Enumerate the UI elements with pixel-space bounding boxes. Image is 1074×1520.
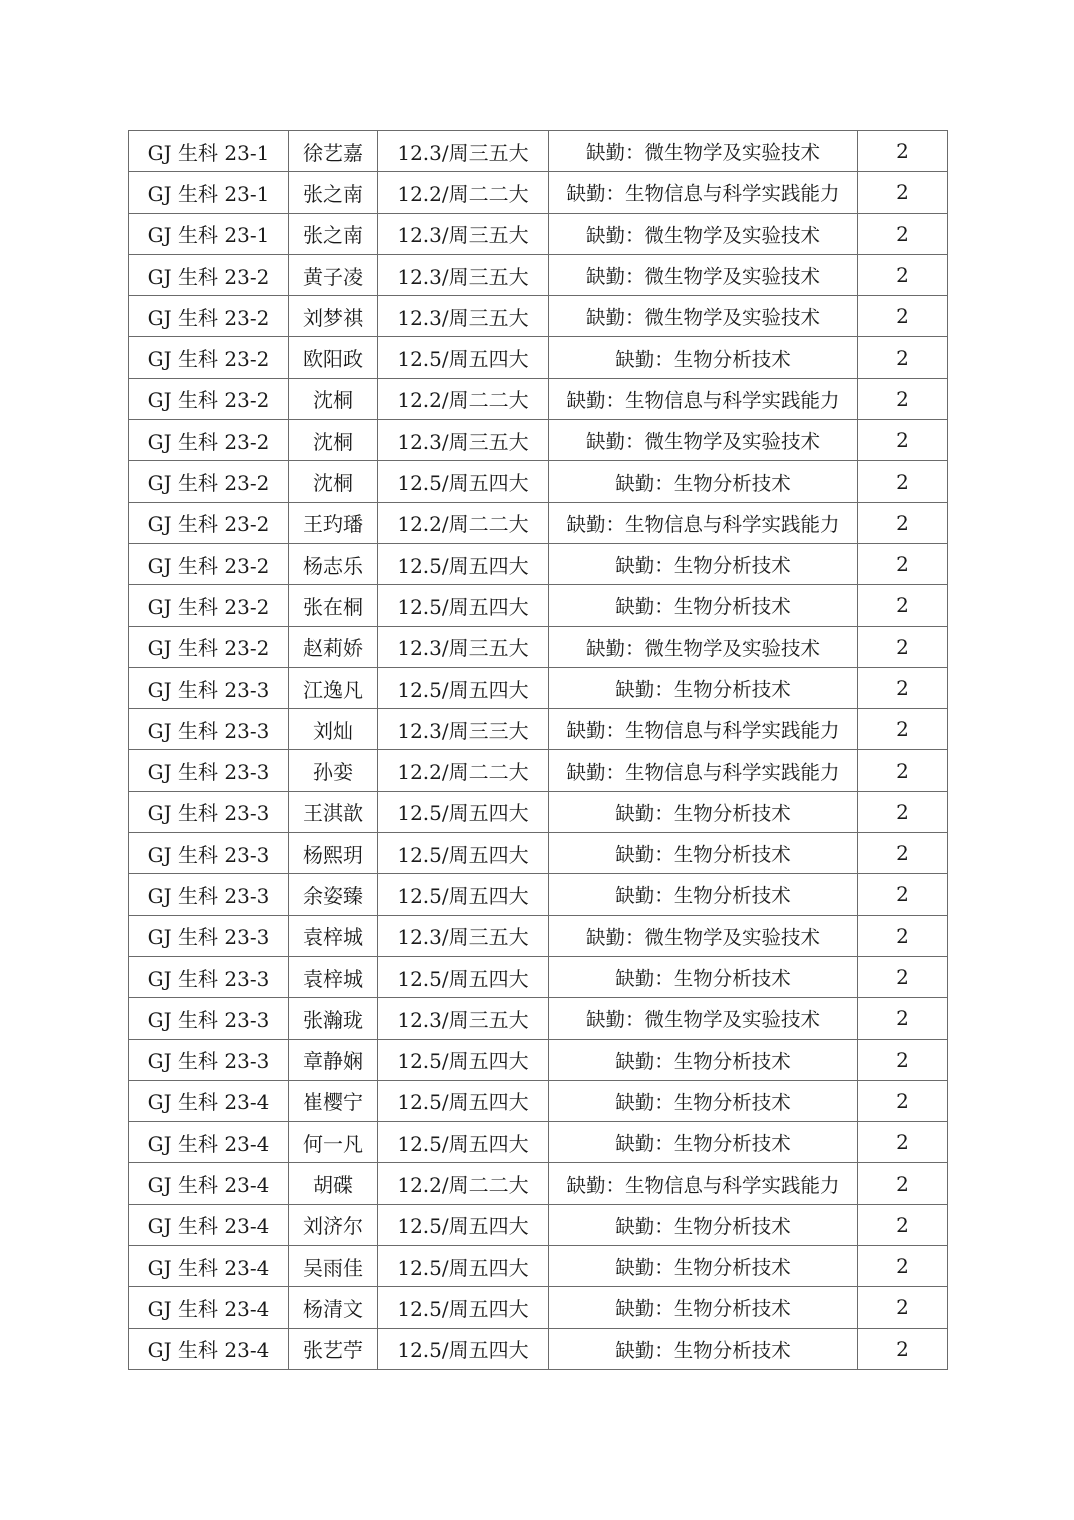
table-row <box>129 874 948 915</box>
student-name-cell: 胡碟 <box>289 1163 378 1204</box>
points-cell: 2 <box>858 998 948 1039</box>
student-name-cell: 张艺苧 <box>289 1328 378 1369</box>
reason-cell: 缺勤：微生物学及实验技术 <box>549 131 858 172</box>
table-row <box>129 1080 948 1121</box>
reason-cell: 缺勤：生物分析技术 <box>549 833 858 874</box>
date-period-cell: 12.5/周五四大 <box>378 1039 549 1080</box>
points-cell: 2 <box>858 1328 948 1369</box>
class-cell: GJ 生科 23-4 <box>129 1204 289 1245</box>
table-row <box>129 750 948 791</box>
reason-cell: 缺勤：微生物学及实验技术 <box>549 915 858 956</box>
date-period-cell: 12.5/周五四大 <box>378 337 549 378</box>
table-row <box>129 543 948 584</box>
reason-cell: 缺勤：微生物学及实验技术 <box>549 254 858 295</box>
reason-cell: 缺勤：生物分析技术 <box>549 874 858 915</box>
date-period-cell: 12.5/周五四大 <box>378 667 549 708</box>
class-cell: GJ 生科 23-3 <box>129 667 289 708</box>
table-row <box>129 1122 948 1163</box>
reason-cell: 缺勤：生物分析技术 <box>549 1204 858 1245</box>
table-row <box>129 254 948 295</box>
reason-cell: 缺勤：生物分析技术 <box>549 1328 858 1369</box>
student-name-cell: 袁梓城 <box>289 956 378 997</box>
date-period-cell: 12.3/周三五大 <box>378 213 549 254</box>
reason-cell: 缺勤：微生物学及实验技术 <box>549 420 858 461</box>
points-cell: 2 <box>858 915 948 956</box>
table-row <box>129 131 948 172</box>
reason-cell: 缺勤：生物分析技术 <box>549 543 858 584</box>
reason-cell: 缺勤：生物信息与科学实践能力 <box>549 750 858 791</box>
table-row <box>129 461 948 502</box>
class-cell: GJ 生科 23-2 <box>129 420 289 461</box>
student-name-cell: 张瀚珑 <box>289 998 378 1039</box>
student-name-cell: 袁梓城 <box>289 915 378 956</box>
table-row <box>129 915 948 956</box>
date-period-cell: 12.5/周五四大 <box>378 1328 549 1369</box>
student-name-cell: 刘梦祺 <box>289 296 378 337</box>
class-cell: GJ 生科 23-2 <box>129 254 289 295</box>
date-period-cell: 12.3/周三五大 <box>378 296 549 337</box>
table-row <box>129 1287 948 1328</box>
table-row <box>129 1204 948 1245</box>
date-period-cell: 12.3/周三五大 <box>378 915 549 956</box>
class-cell: GJ 生科 23-3 <box>129 956 289 997</box>
class-cell: GJ 生科 23-4 <box>129 1328 289 1369</box>
table-row <box>129 667 948 708</box>
date-period-cell: 12.3/周三五大 <box>378 998 549 1039</box>
reason-cell: 缺勤：生物分析技术 <box>549 461 858 502</box>
reason-cell: 缺勤：微生物学及实验技术 <box>549 998 858 1039</box>
date-period-cell: 12.5/周五四大 <box>378 585 549 626</box>
class-cell: GJ 生科 23-4 <box>129 1163 289 1204</box>
points-cell: 2 <box>858 956 948 997</box>
attendance-table <box>128 130 948 1370</box>
class-cell: GJ 生科 23-3 <box>129 750 289 791</box>
reason-cell: 缺勤：生物分析技术 <box>549 337 858 378</box>
class-cell: GJ 生科 23-3 <box>129 1039 289 1080</box>
points-cell: 2 <box>858 1204 948 1245</box>
student-name-cell: 王玓璠 <box>289 502 378 543</box>
class-cell: GJ 生科 23-1 <box>129 131 289 172</box>
points-cell: 2 <box>858 172 948 213</box>
date-period-cell: 12.3/周三三大 <box>378 709 549 750</box>
class-cell: GJ 生科 23-3 <box>129 998 289 1039</box>
class-cell: GJ 生科 23-2 <box>129 585 289 626</box>
points-cell: 2 <box>858 874 948 915</box>
student-name-cell: 崔樱宁 <box>289 1080 378 1121</box>
class-cell: GJ 生科 23-2 <box>129 337 289 378</box>
reason-cell: 缺勤：生物分析技术 <box>549 1122 858 1163</box>
student-name-cell: 刘济尔 <box>289 1204 378 1245</box>
table-body <box>129 131 948 1370</box>
class-cell: GJ 生科 23-3 <box>129 833 289 874</box>
points-cell: 2 <box>858 1246 948 1287</box>
date-period-cell: 12.3/周三五大 <box>378 420 549 461</box>
class-cell: GJ 生科 23-4 <box>129 1080 289 1121</box>
reason-cell: 缺勤：生物分析技术 <box>549 667 858 708</box>
student-name-cell: 沈桐 <box>289 420 378 461</box>
class-cell: GJ 生科 23-1 <box>129 213 289 254</box>
reason-cell: 缺勤：微生物学及实验技术 <box>549 626 858 667</box>
points-cell: 2 <box>858 1080 948 1121</box>
date-period-cell: 12.5/周五四大 <box>378 874 549 915</box>
table-row <box>129 585 948 626</box>
table-row <box>129 1246 948 1287</box>
student-name-cell: 沈桐 <box>289 378 378 419</box>
date-period-cell: 12.2/周二二大 <box>378 750 549 791</box>
class-cell: GJ 生科 23-2 <box>129 502 289 543</box>
class-cell: GJ 生科 23-3 <box>129 709 289 750</box>
date-period-cell: 12.5/周五四大 <box>378 1122 549 1163</box>
reason-cell: 缺勤：生物信息与科学实践能力 <box>549 172 858 213</box>
date-period-cell: 12.5/周五四大 <box>378 1246 549 1287</box>
reason-cell: 缺勤：微生物学及实验技术 <box>549 213 858 254</box>
points-cell: 2 <box>858 667 948 708</box>
points-cell: 2 <box>858 750 948 791</box>
table-row <box>129 626 948 667</box>
points-cell: 2 <box>858 1122 948 1163</box>
date-period-cell: 12.5/周五四大 <box>378 956 549 997</box>
class-cell: GJ 生科 23-2 <box>129 296 289 337</box>
date-period-cell: 12.5/周五四大 <box>378 791 549 832</box>
date-period-cell: 12.3/周三五大 <box>378 626 549 667</box>
points-cell: 2 <box>858 254 948 295</box>
table-row <box>129 1328 948 1369</box>
student-name-cell: 杨清文 <box>289 1287 378 1328</box>
student-name-cell: 王淇歆 <box>289 791 378 832</box>
date-period-cell: 12.3/周三五大 <box>378 131 549 172</box>
points-cell: 2 <box>858 296 948 337</box>
reason-cell: 缺勤：生物分析技术 <box>549 1039 858 1080</box>
table-row <box>129 956 948 997</box>
points-cell: 2 <box>858 791 948 832</box>
table-row <box>129 791 948 832</box>
class-cell: GJ 生科 23-3 <box>129 791 289 832</box>
student-name-cell: 欧阳政 <box>289 337 378 378</box>
points-cell: 2 <box>858 131 948 172</box>
date-period-cell: 12.2/周二二大 <box>378 502 549 543</box>
student-name-cell: 张之南 <box>289 213 378 254</box>
class-cell: GJ 生科 23-1 <box>129 172 289 213</box>
table-row <box>129 420 948 461</box>
student-name-cell: 黄子凌 <box>289 254 378 295</box>
class-cell: GJ 生科 23-4 <box>129 1287 289 1328</box>
student-name-cell: 吴雨佳 <box>289 1246 378 1287</box>
points-cell: 2 <box>858 1039 948 1080</box>
table-row <box>129 1039 948 1080</box>
date-period-cell: 12.5/周五四大 <box>378 543 549 584</box>
reason-cell: 缺勤：生物信息与科学实践能力 <box>549 378 858 419</box>
date-period-cell: 12.2/周二二大 <box>378 378 549 419</box>
reason-cell: 缺勤：生物分析技术 <box>549 1246 858 1287</box>
student-name-cell: 徐艺嘉 <box>289 131 378 172</box>
reason-cell: 缺勤：生物分析技术 <box>549 585 858 626</box>
reason-cell: 缺勤：生物信息与科学实践能力 <box>549 1163 858 1204</box>
date-period-cell: 12.5/周五四大 <box>378 833 549 874</box>
student-name-cell: 赵莉娇 <box>289 626 378 667</box>
class-cell: GJ 生科 23-2 <box>129 378 289 419</box>
date-period-cell: 12.5/周五四大 <box>378 1287 549 1328</box>
reason-cell: 缺勤：生物分析技术 <box>549 1080 858 1121</box>
points-cell: 2 <box>858 543 948 584</box>
date-period-cell: 12.5/周五四大 <box>378 1204 549 1245</box>
student-name-cell: 沈桐 <box>289 461 378 502</box>
table-row <box>129 998 948 1039</box>
class-cell: GJ 生科 23-4 <box>129 1122 289 1163</box>
class-cell: GJ 生科 23-3 <box>129 915 289 956</box>
student-name-cell: 杨熙玥 <box>289 833 378 874</box>
reason-cell: 缺勤：生物信息与科学实践能力 <box>549 502 858 543</box>
points-cell: 2 <box>858 502 948 543</box>
points-cell: 2 <box>858 585 948 626</box>
points-cell: 2 <box>858 213 948 254</box>
class-cell: GJ 生科 23-3 <box>129 874 289 915</box>
date-period-cell: 12.2/周二二大 <box>378 172 549 213</box>
class-cell: GJ 生科 23-2 <box>129 626 289 667</box>
student-name-cell: 何一凡 <box>289 1122 378 1163</box>
reason-cell: 缺勤：生物分析技术 <box>549 1287 858 1328</box>
class-cell: GJ 生科 23-2 <box>129 543 289 584</box>
table-row <box>129 296 948 337</box>
points-cell: 2 <box>858 378 948 419</box>
class-cell: GJ 生科 23-4 <box>129 1246 289 1287</box>
points-cell: 2 <box>858 461 948 502</box>
points-cell: 2 <box>858 833 948 874</box>
points-cell: 2 <box>858 626 948 667</box>
reason-cell: 缺勤：微生物学及实验技术 <box>549 296 858 337</box>
date-period-cell: 12.5/周五四大 <box>378 1080 549 1121</box>
student-name-cell: 孙娈 <box>289 750 378 791</box>
points-cell: 2 <box>858 1163 948 1204</box>
points-cell: 2 <box>858 709 948 750</box>
points-cell: 2 <box>858 1287 948 1328</box>
date-period-cell: 12.5/周五四大 <box>378 461 549 502</box>
date-period-cell: 12.3/周三五大 <box>378 254 549 295</box>
reason-cell: 缺勤：生物信息与科学实践能力 <box>549 709 858 750</box>
table-row <box>129 378 948 419</box>
table-row <box>129 337 948 378</box>
table-row <box>129 1163 948 1204</box>
student-name-cell: 余姿臻 <box>289 874 378 915</box>
table-row <box>129 502 948 543</box>
student-name-cell: 章静娴 <box>289 1039 378 1080</box>
table-row <box>129 172 948 213</box>
student-name-cell: 江逸凡 <box>289 667 378 708</box>
points-cell: 2 <box>858 420 948 461</box>
table-row <box>129 709 948 750</box>
table-row <box>129 833 948 874</box>
date-period-cell: 12.2/周二二大 <box>378 1163 549 1204</box>
student-name-cell: 张在桐 <box>289 585 378 626</box>
reason-cell: 缺勤：生物分析技术 <box>549 791 858 832</box>
points-cell: 2 <box>858 337 948 378</box>
table-row <box>129 213 948 254</box>
student-name-cell: 张之南 <box>289 172 378 213</box>
student-name-cell: 刘灿 <box>289 709 378 750</box>
student-name-cell: 杨志乐 <box>289 543 378 584</box>
reason-cell: 缺勤：生物分析技术 <box>549 956 858 997</box>
class-cell: GJ 生科 23-2 <box>129 461 289 502</box>
